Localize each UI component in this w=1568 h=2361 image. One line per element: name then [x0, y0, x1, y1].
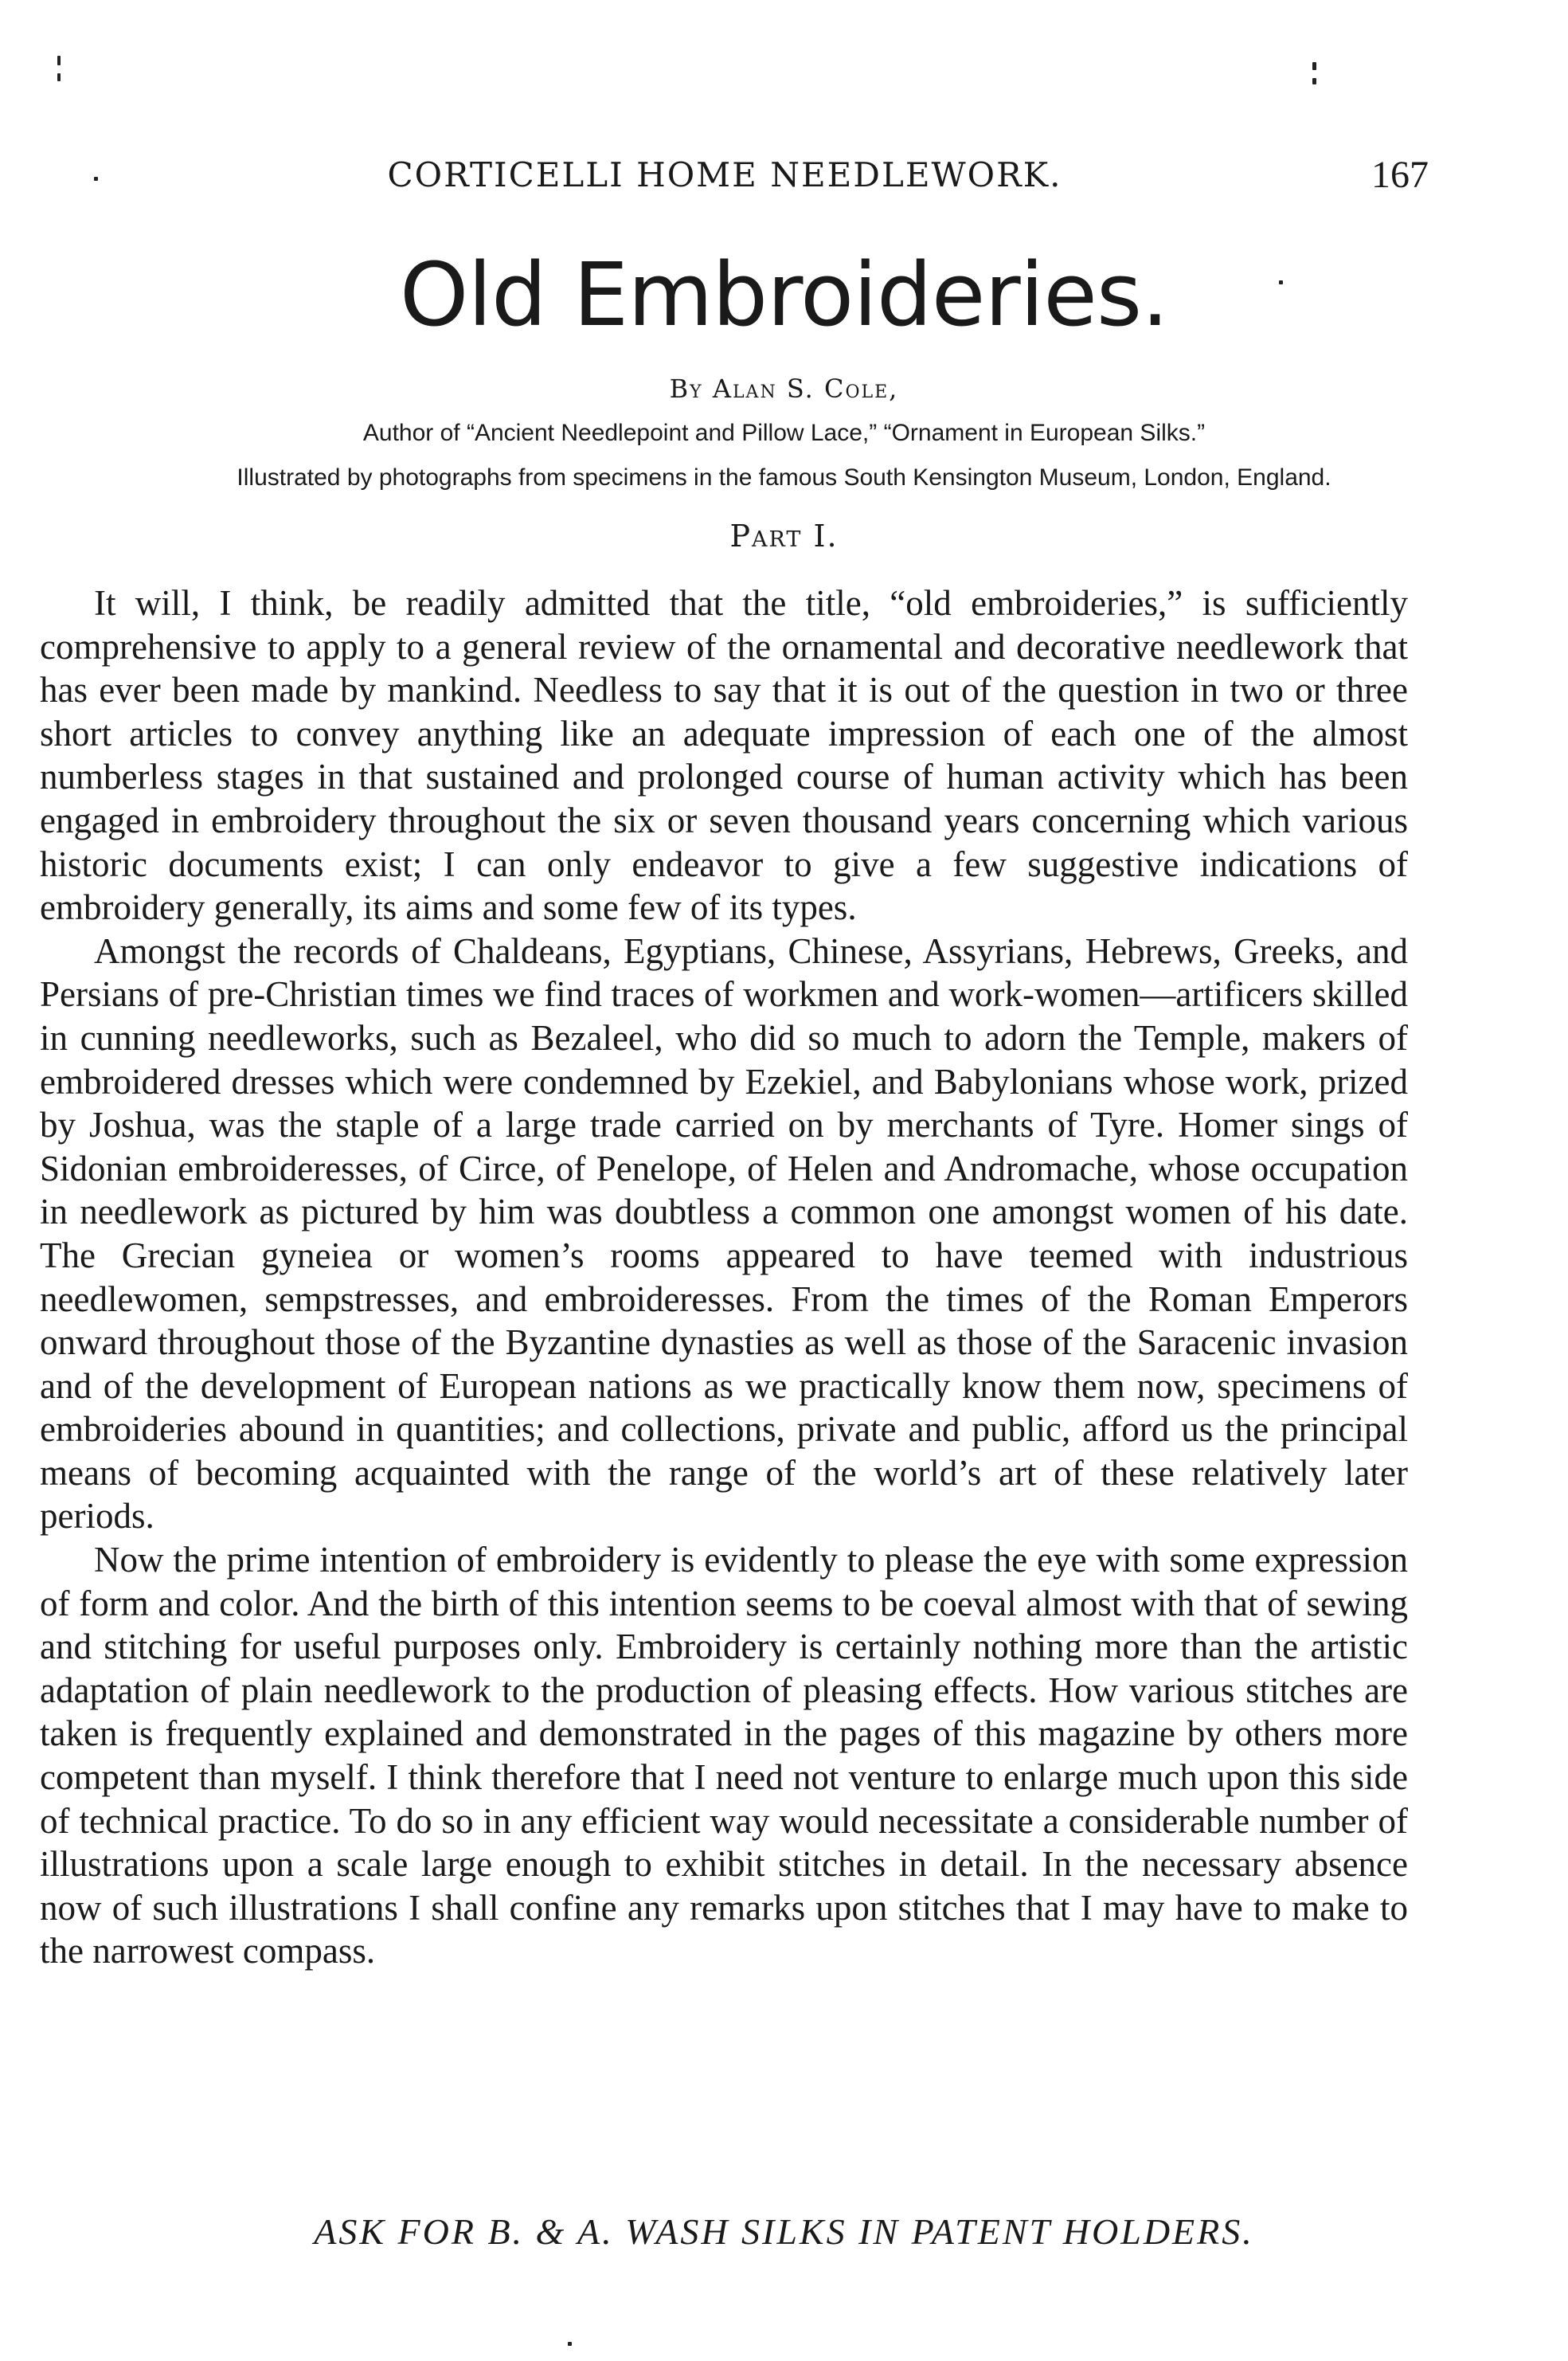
illustration-credits: Illustrated by photographs from specimens in the famous South Kensington Museum, London, England.: [237, 464, 1331, 491]
article-body: [40, 581, 1408, 1973]
scan-speck: [1312, 62, 1316, 70]
scan-speck: [1312, 78, 1316, 84]
paragraph: Amongst the records of Chaldeans, Egyptians, Chinese, Assyrians, Hebrews, Greeks, and Persians of pre-Christian times we find traces of workmen and work-women—artificers skilled in cunning needleworks, such as Bezaleel, who did so much to adorn the Temple, makers of embroidered dresses which were condemned by Ezekiel, and Babylonians whose work, prized by Joshua, was the staple of a large trade carried on by merchants of Tyre. Homer sings of Sidonian embroideresses, of Circe, of Penelope, of Helen and Andromache, whose occupation in needlework as pictured by him was doubtless a common one amongst women of his date. The Grecian gyneiea or women’s rooms appeared to have teemed with industrious needlewomen, sempstresses, and embroideresses. From the times of the Roman Emperors onward throughout those of the Byzantine dynasties as well as those of the Saracenic invasion and of the development of European nations as we practically know them now, specimens of embroideries abound in quantities; and collections, private and public, afford us the principal means of becoming acquainted with the range of the world’s art of these relatively later periods.: [40, 930, 1408, 1537]
paragraph: It will, I think, be readily admitted that the title, “old embroideries,” is sufficiently comprehensive to apply to a general review of the ornamental and decorative needlework that has ever been made by mankind. Needless to say that it is out of the question in two or three short articles to convey anything like an adequate impression of each one of the almost numberless stages in that sustained and prolonged course of human activity which has been engaged in embroidery throughout the six or seven thousand years concerning which various historic documents exist; I can only endeavor to give a few suggestive indications of embroidery generally, its aims and some few of its types.: [40, 583, 1408, 928]
scan-speck: [57, 56, 61, 65]
paragraph: Now the prime intention of embroidery is evidently to please the eye with some expression of form and color. And the birth of this intention seems to be coeval almost with that of sewing and stitching for useful purposes only. Embroidery is certainly nothing more than the artistic adaptation of plain needlework to the production of pleasing effects. How various stitches are taken is frequently explained and demonstrated in the pages of this magazine by others more competent than myself. I think therefore that I need not venture to enlarge much upon this side of technical practice. To do so in any efficient way would necessitate a considerable number of illustrations upon a scale large enough to exhibit stitches in detail. In the necessary absence now of such illustrations I shall confine any remarks upon stitches that I may have to make to the narrowest compass.: [40, 1540, 1408, 1971]
footer-advertisement: ASK FOR B. & A. WASH SILKS IN PATENT HOLDERS.: [314, 2211, 1254, 2252]
scan-speck: [568, 2342, 572, 2346]
article-title: Old Embroideries.: [399, 244, 1169, 346]
page-number: 167: [1371, 154, 1429, 196]
running-header-title: CORTICELLI HOME NEEDLEWORK.: [387, 155, 1062, 194]
scan-speck: [57, 73, 61, 81]
part-heading: Part I.: [729, 519, 839, 554]
article-byline: By Alan S. Cole,: [669, 374, 899, 404]
author-credits: Author of “Ancient Needlepoint and Pillow Lace,” “Ornament in European Silks.”: [362, 420, 1206, 446]
